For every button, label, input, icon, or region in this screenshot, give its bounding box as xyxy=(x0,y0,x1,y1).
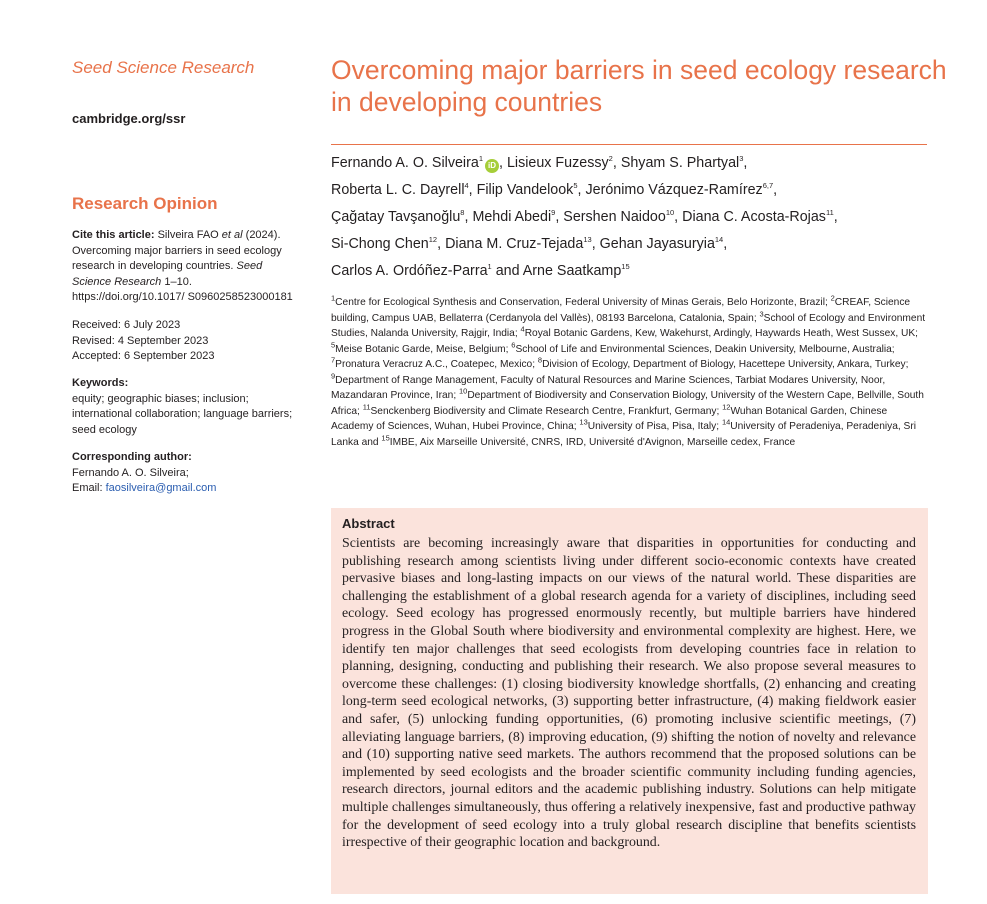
article-type: Research Opinion xyxy=(72,194,218,213)
affiliation-item: $^1$Centre for Ecological Synthesis and Conservation, Federal University of Minas Gerais, Belo Horizonte, Brazil; xyxy=(331,293,831,308)
citation-block xyxy=(72,228,304,306)
affiliation-item: $^8$Division of Ecology, Department of Biology, Hacettepe University, Ankara, Turkey; xyxy=(537,355,909,370)
author-name[interactable]: Jerónimo Vázquez-Ramírez$^{6,7}$, xyxy=(585,181,778,198)
author-affiliation-number: 15 xyxy=(621,262,630,272)
cite-journal: Seed Science Research xyxy=(72,260,263,288)
affiliation-item: $^{12}$Wuhan Botanical Garden, Chinese Academy of Sciences, Wuhan, Hubei Province, China; xyxy=(331,402,888,432)
orcid-icon[interactable]: iD xyxy=(485,159,499,173)
accepted-date: Accepted: 6 September 2023 xyxy=(72,350,215,362)
affiliation-item: $^9$Department of Range Management, Faculty of Natural Resources and Marine Sciences, Tarbiat Modares University, Noor, Mazandaran Province, Iran; xyxy=(331,371,886,401)
author-affiliation-number: 2 xyxy=(608,154,613,164)
author-affiliation-number: 9 xyxy=(551,208,556,218)
affiliation-number: 3 xyxy=(759,309,764,319)
cite-label: Cite this article: xyxy=(72,229,155,241)
keywords-block xyxy=(72,376,304,438)
affiliation-number: 8 xyxy=(537,355,543,365)
abstract-box xyxy=(331,508,928,894)
affiliation-number: 1 xyxy=(331,293,336,303)
affiliation-number: 10 xyxy=(458,386,468,396)
journal-name: Seed Science Research xyxy=(72,58,255,77)
affiliation-number: 5 xyxy=(331,340,336,350)
keywords-text: equity; geographic biases; inclusion; international collaboration; language barriers; seed ecology xyxy=(72,392,293,436)
author-affiliation-number: 10 xyxy=(665,208,675,218)
author-affiliation-number: 4 xyxy=(464,181,469,191)
author-name[interactable]: Shyam S. Phartyal$^3$, xyxy=(620,154,748,171)
affiliations xyxy=(331,295,931,450)
affiliation-item: $^{14}$University of Peradeniya, Peradeniya, Sri Lanka and xyxy=(331,417,917,448)
email-label: Email: xyxy=(72,482,103,494)
article-title: Overcoming major barriers in seed ecology research in developing countries xyxy=(331,55,947,117)
affiliation-item: $^2$CREAF, Science building, Campus UAB, Bellaterra (Cerdanyola del Vallès), 08193 Barcelona, Catalonia, Spain; xyxy=(331,293,911,324)
author-name[interactable]: Roberta L. C. Dayrell$^4$, xyxy=(331,181,473,198)
received-date: Received: 6 July 2023 xyxy=(72,319,181,331)
author-affiliation-number: 12 xyxy=(428,235,438,245)
dates-block xyxy=(72,318,214,365)
corresponding-name: Fernando A. O. Silveira; xyxy=(72,466,189,479)
author-name[interactable]: Gehan Jayasuryia$^{14}$, xyxy=(599,235,728,252)
affiliation-number: 7 xyxy=(331,355,336,365)
affiliation-item: $^5$Meise Botanic Garde, Meise, Belgium; xyxy=(331,340,512,355)
title-divider xyxy=(331,144,927,145)
affiliation-item: $^4$Royal Botanic Gardens, Kew, Wakehurst, Ardingly, Haywards Heath, West Sussex, UK; xyxy=(520,324,919,339)
affiliation-number: 11 xyxy=(362,402,371,412)
abstract-text: Scientists are becoming increasingly aware that disparities in opportunities for conducting and publishing research among scientists living under different socio-economic contexts have created pervasive biases and long-lasting impacts on our views of the natural world. These disparities are challenging the establishment of a global research agenda for a variety of disciplines, including seed ecology. Seed ecology has progressed enormously recently, but multiple barriers have hindered progress in the Global South where biodiversity and environmental complexity are highest. Here, we identify ten major challenges that seed ecologists from developing countries face in relation to planning, designing, conducting and publishing their research. We also propose several measures to overcome these challenges: (1) closing biodiversity knowledge shortfalls, (2) enhancing and creating long-term seed ecological networks, (3) supporting better infrastructure, (4) making fieldwork easier and safer, (5) unlocking funding opportunities, (6) promoting inclusive scientific meetings, (7) alleviating language barriers, (8) improving education, (9) shifting the notion of novelty and relevance and (10) supporting native seed markets. The authors recommend that the proposed solutions can be implemented by seed ecologists and the broader scientific community including funding agencies, research directors, journal editors and the academic publishing industry. Solutions can help mitigate multiple challenges simultaneously, thus offering a relatively inexpensive, fast and productive pathway for the development of seed ecology into a truly global research discipline that benefits scientists irrespective of their geographic location and background. xyxy=(342,536,916,851)
cite-doi-link[interactable]: 1–10. https://doi.org/10.1017/ S0960258523000181 xyxy=(72,275,293,303)
author-affiliation-number: 6,7 xyxy=(762,181,774,191)
affiliation-item: $^{10}$Department of Biodiversity and Conservation Biology, University of the Western Cape, Bellville, South Africa; xyxy=(331,386,924,417)
author-affiliation-number: 1 xyxy=(478,154,483,164)
affiliation-item: $^7$Pronatura Veracruz A.C., Coatepec, Mexico; xyxy=(331,355,538,370)
author-name[interactable]: Çağatay Tavşanoğlu$^8$, xyxy=(331,208,469,225)
revised-date: Revised: 4 September 2023 xyxy=(72,334,209,347)
author-name[interactable]: Si-Chong Chen$^{12}$, xyxy=(331,235,442,252)
author-affiliation-number: 14 xyxy=(714,235,724,245)
abstract-heading: Abstract xyxy=(342,516,395,531)
author-name[interactable]: Fernando A. O. Silveira$^1$iD , xyxy=(331,154,503,171)
affiliation-item: $^3$School of Ecology and Environment Studies, Nalanda University, Rajgir, India; xyxy=(331,309,926,339)
author-affiliation-number: 3 xyxy=(739,154,744,164)
affiliation-number: 9 xyxy=(331,371,336,381)
author-name[interactable]: Carlos A. Ordóñez-Parra$^1$ and xyxy=(331,262,520,279)
author-name[interactable]: Arne Saatkamp$^{15}$ xyxy=(522,262,630,279)
author-name[interactable]: Sershen Naidoo$^{10}$, xyxy=(563,208,679,225)
affiliation-number: 15 xyxy=(381,433,390,443)
affiliation-item: $^{11}$Senckenberg Biodiversity and Climate Research Centre, Frankfurt, Germany; xyxy=(362,402,723,417)
keywords-label: Keywords: xyxy=(72,377,129,389)
author-name[interactable]: Filip Vandelook$^5$, xyxy=(476,181,582,198)
affiliation-number: 14 xyxy=(721,417,731,427)
author-affiliation-number: 11 xyxy=(825,208,834,218)
affiliation-number: 2 xyxy=(830,293,835,303)
affiliation-item: $^{15}$IMBE, Aix Marseille Université, CNRS, IRD, Université d'Avignon, Marseille cedex, France xyxy=(381,433,796,448)
affiliation-number: 6 xyxy=(511,340,516,350)
author-affiliation-number: 8 xyxy=(460,208,465,218)
cite-authors: Silveira FAO xyxy=(157,229,219,241)
author-name[interactable]: Diana M. Cruz-Tejada$^{13}$, xyxy=(445,235,596,252)
author-name[interactable]: Mehdi Abedi$^9$, xyxy=(472,208,560,225)
affiliation-number: 12 xyxy=(722,402,731,412)
journal-site-link[interactable]: cambridge.org/ssr xyxy=(72,111,186,126)
author-name[interactable]: Diana C. Acosta-Rojas$^{11}$, xyxy=(682,208,838,225)
affiliation-number: 13 xyxy=(579,417,588,427)
author-list xyxy=(331,150,931,285)
author-affiliation-number: 5 xyxy=(573,181,578,191)
cite-etal: et al xyxy=(221,229,243,241)
email-link[interactable]: faosilveira@gmail.com xyxy=(105,482,217,494)
author-name[interactable]: Lisieux Fuzessy$^2$, xyxy=(506,154,617,171)
affiliation-item: $^6$School of Life and Environmental Sciences, Deakin University, Melbourne, Australia; xyxy=(511,340,895,355)
corresponding-author-block xyxy=(72,450,304,497)
author-affiliation-number: 13 xyxy=(583,235,592,245)
corresponding-label: Corresponding author: xyxy=(72,451,192,463)
corresponding-email-line xyxy=(72,481,304,497)
cite-year-title: (2024). Overcoming major barriers in seed ecology research in developing countries. xyxy=(72,229,282,272)
affiliation-number: 4 xyxy=(520,324,525,334)
author-affiliation-number: 1 xyxy=(487,262,492,272)
affiliation-item: $^{13}$University of Pisa, Pisa, Italy; xyxy=(579,417,722,432)
